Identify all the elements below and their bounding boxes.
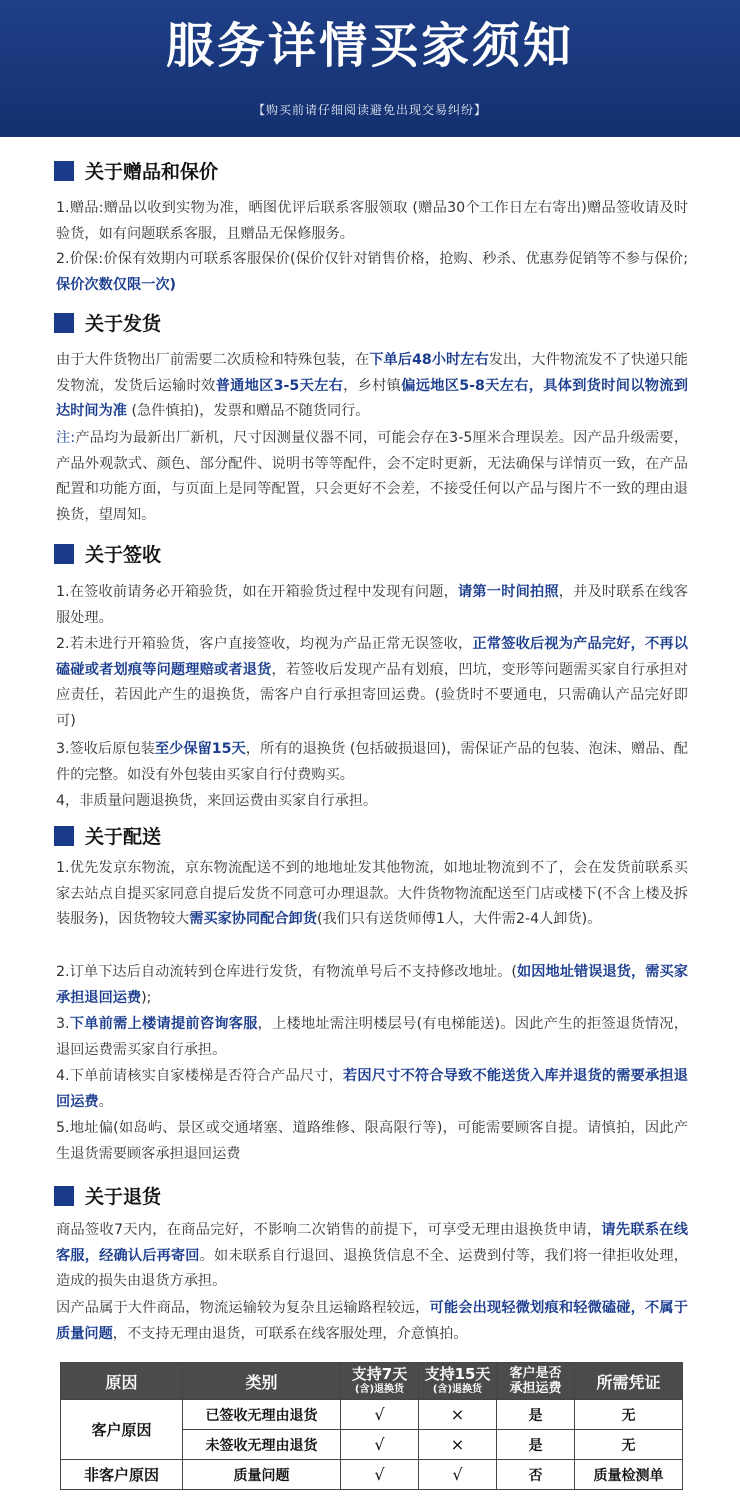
section-marker-icon bbox=[54, 826, 74, 846]
check-icon: √ bbox=[341, 1400, 419, 1430]
receipt-paragraph-1: 1.在签收前请务必开箱验货，如在开箱验货过程中发现有问题，请第一时间拍照，并及时联系在线客服处理。 bbox=[56, 584, 688, 626]
header-15day: 支持15天 (含)退换货 bbox=[419, 1363, 497, 1400]
receipt-paragraph-3: 3.签收后原包装至少保留15天，所有的退换货 (包括破损退回)，需保证产品的包装、泡沫、赠品、配件的完整。如没有外包装由买家自行付费购买。 bbox=[56, 741, 688, 783]
table-row bbox=[61, 1400, 683, 1430]
proof-cell: 质量检测单 bbox=[575, 1460, 683, 1490]
section-marker-icon bbox=[54, 313, 74, 333]
section-marker-icon bbox=[54, 161, 74, 181]
shipping-paragraph-1: 由于大件货物出厂前需要二次质检和特殊包装，在下单后48小时左右发出，大件物流发不了快递只能发物流，发货后运输时效普通地区3-5天左右，乡村镇偏远地区5-8天左右，具体到货时间以物流到达时间为准 (急件慎拍)，发票和赠品不随货同行。 bbox=[56, 352, 688, 420]
freight-cell: 是 bbox=[497, 1400, 575, 1430]
delivery-paragraph-1: 1.优先发京东物流，京东物流配送不到的地地址发其他物流，如地址物流到不了，会在发货前联系买家去站点自提买家同意自提后发货不同意可办理退款。大件货物物流配送至门店或楼下(不含上楼及拆装服务)，因货物较大需买家协同配合卸货(我们只有送货师傅1人，大件需2-4人卸货)。 bbox=[56, 860, 688, 928]
reason-cell-customer: 客户原因 bbox=[61, 1400, 183, 1460]
shipping-note: 注:产品均为最新出厂新机，尺寸因测量仪器不同，可能会存在3-5厘米合理误差。因产品升级需要，产品外观款式、颜色、部分配件、说明书等等配件，会不定时更新，无法确保与详情页一致，在产品配置和功能方面，与页面上是同等配置，只会更好不会差，不接受任何以产品与图片不一致的理由退换货，望周知。 bbox=[56, 430, 689, 523]
table-row bbox=[61, 1460, 683, 1490]
delivery-paragraph-4: 4.下单前请核实自家楼梯是否符合产品尺寸，若因尺寸不符合导致不能送货入库并退货的需要承担退回运费。 bbox=[56, 1068, 688, 1110]
section-marker-icon bbox=[54, 1186, 74, 1206]
page-title: 服务详情买家须知 bbox=[165, 18, 574, 74]
page-subtitle: 【购买前请仔细阅读避免出现交易纠纷】 bbox=[252, 103, 487, 117]
header-reason: 原因 bbox=[61, 1363, 183, 1400]
check-icon: √ bbox=[419, 1460, 497, 1490]
delivery-paragraph-3: 3.下单前需上楼请提前咨询客服，上楼地址需注明楼层号(有电梯能送)。因此产生的拒签退货情况，退回运费需买家自行承担。 bbox=[56, 1016, 688, 1058]
section-title-gift: 关于赠品和保价 bbox=[54, 160, 218, 184]
gift-paragraph-1: 1.赠品:赠品以收到实物为准，晒图优评后联系客服领取 (赠品30个工作日左右寄出)赠品签收请及时验货，如有问题联系客服，且赠品无保修服务。 bbox=[56, 200, 688, 242]
reason-cell-noncustomer: 非客户原因 bbox=[61, 1460, 183, 1490]
gift-paragraph-2: 2.价保:价保有效期内可联系客服保价(保价仅针对销售价格，抢购、秒杀、优惠券促销等不参与保价;保价次数仅限一次) bbox=[56, 251, 688, 293]
check-icon: √ bbox=[341, 1460, 419, 1490]
delivery-paragraph-5: 5.地址偏(如岛屿、景区或交通堵塞、道路维修、限高限行等)，可能需要顾客自提。请慎拍，因此产生退货需要顾客承担退回运费 bbox=[56, 1120, 688, 1162]
section-title-delivery: 关于配送 bbox=[54, 825, 161, 849]
returns-paragraph-2: 因产品属于大件商品，物流运输较为复杂且运输路程较远，可能会出现轻微划痕和轻微磕碰，不属于质量问题，不支持无理由退货，可联系在线客服处理，介意慎拍。 bbox=[56, 1300, 688, 1342]
header-freight: 客户是否 承担运费 bbox=[497, 1363, 575, 1400]
cross-icon: × bbox=[419, 1430, 497, 1460]
section-title-receipt: 关于签收 bbox=[54, 543, 161, 567]
category-cell: 已签收无理由退货 bbox=[183, 1400, 341, 1430]
header-7day: 支持7天 (含)退换货 bbox=[341, 1363, 419, 1400]
section-title-shipping: 关于发货 bbox=[54, 312, 161, 336]
freight-cell: 是 bbox=[497, 1430, 575, 1460]
return-policy-table bbox=[60, 1362, 683, 1490]
proof-cell: 无 bbox=[575, 1400, 683, 1430]
freight-cell: 否 bbox=[497, 1460, 575, 1490]
section-marker-icon bbox=[54, 544, 74, 564]
cross-icon: × bbox=[419, 1400, 497, 1430]
returns-paragraph-1: 商品签收7天内，在商品完好，不影响二次销售的前提下，可享受无理由退换货申请，请先联系在线客服，经确认后再寄回。如未联系自行退回、退换货信息不全、运费到付等，我们将一律拒收处理，造成的损失由退货方承担。 bbox=[56, 1222, 688, 1290]
receipt-paragraph-2: 2.若未进行开箱验货，客户直接签收，均视为产品正常无误签收，正常签收后视为产品完好，不再以磕碰或者划痕等问题理赔或者退货，若签收后发现产品有划痕，凹坑，变形等问题需买家自行承担对应责任，若因此产生的退换货，需客户自行承担寄回运费。(验货时不要通电，只需确认产品完好即可) bbox=[56, 636, 688, 729]
header-proof: 所需凭证 bbox=[575, 1363, 683, 1400]
table-header-row bbox=[61, 1363, 683, 1400]
receipt-paragraph-4: 4，非质量问题退换货，来回运费由买家自行承担。 bbox=[56, 793, 378, 809]
category-cell: 质量问题 bbox=[183, 1460, 341, 1490]
header-category: 类别 bbox=[183, 1363, 341, 1400]
section-title-returns: 关于退货 bbox=[54, 1185, 161, 1209]
header-banner bbox=[0, 0, 740, 137]
proof-cell: 无 bbox=[575, 1430, 683, 1460]
category-cell: 未签收无理由退货 bbox=[183, 1430, 341, 1460]
check-icon: √ bbox=[341, 1430, 419, 1460]
delivery-paragraph-2: 2.订单下达后自动流转到仓库进行发货，有物流单号后不支持修改地址。(如因地址错误退货，需买家承担退回运费); bbox=[56, 964, 688, 1006]
